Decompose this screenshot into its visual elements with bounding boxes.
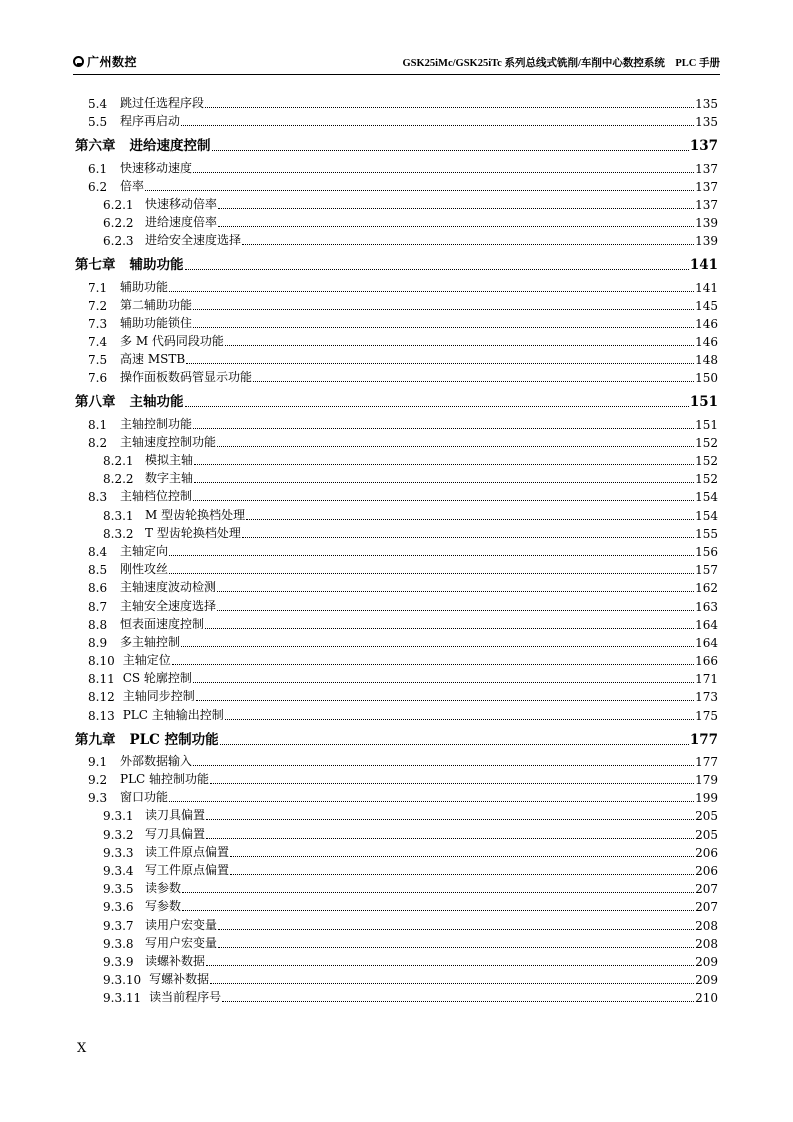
dot-leader [182,910,694,911]
toc-entry-page: 207 [695,900,718,915]
toc-entry[interactable] [75,111,718,129]
dot-leader [222,1001,694,1002]
toc-entry-title: 进给速度倍率 [145,215,218,230]
toc-entry[interactable] [75,878,718,896]
dot-leader [145,190,694,191]
toc-entry-page: 145 [695,298,718,313]
toc-entry-page: 179 [695,773,718,787]
dot-leader [225,345,694,346]
toc-entry-title: 写用户宏变量 [145,935,218,950]
toc-entry-page: 156 [695,544,718,559]
toc-entry-page: 208 [695,936,718,951]
toc-entry-number: 6.2 [88,179,108,194]
toc-entry-number: 6.2.2 [103,216,134,231]
toc-entry-title: 多主轴控制 [120,634,181,649]
dot-leader [230,874,694,875]
toc-entry-page: 154 [695,490,718,505]
toc-entry[interactable] [75,432,718,450]
toc-entry[interactable] [75,951,718,969]
toc-entry[interactable] [75,176,718,194]
dot-leader [169,555,694,556]
toc-entry-number: 9.3 [88,791,108,806]
toc-entry-number: 9.3.5 [103,882,134,897]
toc-entry-page: 164 [695,635,718,650]
dot-leader [253,381,694,382]
toc-entry-number: 第九章 [75,731,116,748]
dot-leader [205,107,694,108]
toc-entry[interactable] [75,523,718,541]
dot-leader [193,309,694,310]
toc-entry-number: 第六章 [75,138,116,155]
toc-entry-number: 7.3 [88,316,108,331]
toc-entry-title: 主轴定向 [120,543,169,558]
toc-chapter-entry[interactable] [75,133,718,154]
toc-entry[interactable] [75,614,718,632]
toc-entry-number: 6.2.1 [103,197,134,212]
toc-entry-title: T 型齿轮换档处理 [145,525,241,540]
dot-leader [193,172,694,173]
toc-entry-number: 7.4 [88,335,108,350]
toc-entry-number: 8.13 [88,708,115,723]
toc-entry-number: 8.10 [88,654,115,669]
dot-leader [210,983,694,984]
toc-entry-number: 5.4 [88,97,108,112]
toc-entry-page: 151 [689,394,718,411]
table-of-contents [75,93,718,1005]
toc-entry-number: 9.3.8 [103,936,134,951]
toc-entry-title: 写工件原点偏置 [145,862,230,877]
toc-entry-page: 166 [695,654,718,669]
toc-entry[interactable] [75,668,718,686]
toc-entry[interactable] [75,577,718,595]
toc-entry-number: 7.5 [88,353,108,368]
toc-entry-title: 刚性攻丝 [120,562,169,577]
toc-entry-page: 177 [695,754,718,769]
toc-entry-number: 第八章 [75,394,116,411]
toc-entry[interactable] [75,468,718,486]
dot-leader [220,744,689,745]
dot-leader [169,291,694,292]
toc-entry-page: 137 [695,197,718,212]
toc-entry-page: 208 [695,918,718,933]
toc-entry-number: 8.1 [88,417,108,432]
toc-entry-title: CS 轮廓控制 [122,671,192,686]
toc-entry[interactable] [75,559,718,577]
toc-entry[interactable] [75,686,718,704]
toc-entry-number: 9.3.11 [103,991,142,1006]
toc-entry-page: 152 [695,472,718,487]
toc-entry[interactable] [75,969,718,987]
dot-leader [217,610,694,611]
toc-entry-title: 外部数据输入 [120,753,193,768]
toc-chapter-entry[interactable] [75,252,718,273]
toc-entry-number: 8.3 [88,490,108,505]
toc-entry-title: 程序再启动 [120,114,181,129]
toc-entry[interactable] [75,896,718,914]
toc-entry-page: 137 [695,179,718,194]
toc-chapter-entry[interactable] [75,389,718,410]
toc-entry-page: 139 [695,216,718,231]
toc-entry-title: PLC 主轴输出控制 [122,707,224,722]
dot-leader [218,226,694,227]
dot-leader [193,682,694,683]
dot-leader [218,208,694,209]
toc-entry-page: 207 [695,882,718,897]
toc-entry-title: 主轴档位控制 [120,489,193,504]
dot-leader [210,783,694,784]
toc-entry[interactable] [75,157,718,175]
toc-entry-number: 7.2 [88,298,108,313]
toc-entry-page: 209 [695,973,718,988]
toc-entry-number: 8.5 [88,563,108,578]
toc-entry-page: 175 [695,708,718,723]
toc-entry-title: 读螺补数据 [145,953,206,968]
toc-entry-page: 141 [695,280,718,295]
toc-entry-number: 8.3.1 [103,508,134,523]
toc-entry-title: 读当前程序号 [149,990,222,1005]
toc-entry-number: 9.3.9 [103,954,134,969]
toc-entry[interactable] [75,842,718,860]
toc-entry-page: 162 [695,581,718,596]
toc-entry[interactable] [75,823,718,841]
toc-entry-number: 9.3.10 [103,973,142,988]
toc-entry[interactable] [75,987,718,1005]
toc-entry[interactable] [75,349,718,367]
toc-entry-page: 163 [695,599,718,614]
dot-leader [230,856,694,857]
toc-entry-page: 139 [695,234,718,249]
toc-entry-title: 恒表面速度控制 [120,616,205,631]
toc-entry-number: 8.12 [88,690,115,705]
logo-text: 广州数控 [87,55,138,69]
toc-entry[interactable] [75,860,718,878]
dot-leader [205,628,694,629]
toc-entry-page: 151 [695,417,718,432]
dot-leader [194,464,694,465]
toc-entry-title: 多 M 代码同段功能 [120,334,224,349]
dot-leader [193,327,694,328]
toc-entry-title: 进给安全速度选择 [145,233,242,248]
toc-entry[interactable] [75,541,718,559]
toc-entry-page: 171 [695,672,718,687]
toc-entry-page: 152 [695,435,718,450]
toc-entry-page: 146 [695,316,718,331]
toc-entry[interactable] [75,769,718,787]
toc-entry-title: 辅助功能 [129,257,184,274]
toc-entry[interactable] [75,295,718,313]
toc-entry-page: 137 [695,161,718,176]
dot-leader [193,500,694,501]
toc-entry-page: 164 [695,617,718,632]
dot-leader [218,929,694,930]
toc-entry[interactable] [75,914,718,932]
toc-entry-title: 读用户宏变量 [145,917,218,932]
toc-entry-title: 写螺补数据 [149,972,210,987]
dot-leader [181,646,694,647]
dot-leader [169,573,694,574]
toc-entry-page: 173 [695,690,718,705]
toc-entry-page: 154 [695,508,718,523]
toc-entry[interactable] [75,413,718,431]
dot-leader [217,446,694,447]
toc-entry-number: 9.3.6 [103,900,134,915]
toc-entry-title: 读参数 [145,881,182,896]
toc-entry-number: 9.2 [88,773,108,787]
dot-leader [246,519,694,520]
dot-leader [225,719,694,720]
dot-leader [169,801,694,802]
logo-icon [73,56,84,67]
dot-leader [181,125,694,126]
dot-leader [182,892,694,893]
toc-entry-page: 150 [695,371,718,386]
toc-entry[interactable] [75,93,718,111]
toc-entry-title: M 型齿轮换档处理 [145,507,246,522]
dot-leader [217,591,694,592]
toc-entry-number: 7.1 [88,280,108,295]
toc-entry-title: 主轴控制功能 [120,416,193,431]
toc-entry[interactable] [75,212,718,230]
toc-entry-title: 第二辅助功能 [120,297,193,312]
toc-entry-number: 8.3.2 [103,526,134,541]
toc-entry[interactable] [75,276,718,294]
toc-entry-number: 8.6 [88,581,108,596]
toc-entry-title: 窗口功能 [120,790,169,805]
dot-leader [194,482,694,483]
dot-leader [185,406,689,407]
toc-entry-page: 155 [695,526,718,541]
toc-entry-title: 主轴速度控制功能 [120,434,217,449]
toc-entry[interactable] [75,194,718,212]
toc-entry[interactable] [75,751,718,769]
page-header [73,50,720,75]
toc-entry-title: 数字主轴 [145,471,194,486]
toc-entry-title: 主轴功能 [129,394,184,411]
toc-entry-title: 倍率 [120,178,145,193]
dot-leader [242,537,694,538]
toc-entry-page: 135 [695,115,718,130]
toc-entry-title: 主轴同步控制 [122,689,195,704]
toc-entry-number: 9.3.3 [103,845,134,860]
toc-entry-title: 高速 MSTB [120,352,186,367]
toc-entry-page: 199 [695,791,718,806]
toc-entry-number: 8.7 [88,599,108,614]
toc-entry-title: 主轴定位 [122,653,171,668]
toc-entry-page: 210 [695,991,718,1006]
toc-entry-title: 快速移动倍率 [145,196,218,211]
dot-leader [206,819,694,820]
toc-entry-page: 206 [695,863,718,878]
toc-entry-page: 205 [695,827,718,842]
toc-entry[interactable] [75,313,718,331]
toc-entry-number: 9.3.7 [103,918,134,933]
dot-leader [193,765,694,766]
company-logo [73,53,137,70]
toc-entry-page: 152 [695,454,718,468]
toc-entry[interactable] [75,367,718,385]
toc-entry-title: 辅助功能 [120,279,169,294]
toc-entry[interactable] [75,704,718,722]
toc-entry-title: 模拟主轴 [145,453,194,467]
dot-leader [206,838,694,839]
toc-entry-page: 206 [695,845,718,860]
toc-entry[interactable] [75,933,718,951]
toc-entry-title: 主轴安全速度选择 [120,598,217,613]
toc-entry-number: 9.3.4 [103,863,134,878]
toc-entry[interactable] [75,504,718,522]
toc-entry-title: 跳过任选程序段 [120,96,205,111]
toc-entry[interactable] [75,331,718,349]
toc-entry-page: 157 [695,563,718,578]
document-title: GSK25iMc/GSK25iTc 系列总线式铣削/车削中心数控系统 PLC 手册 [402,58,720,69]
page-number: X [77,1041,87,1056]
toc-entry-number: 6.1 [88,161,108,176]
toc-entry-number: 9.1 [88,754,108,769]
toc-entry-number: 8.2.2 [103,472,134,487]
toc-entry-number: 8.9 [88,635,108,650]
toc-entry-title: 读刀具偏置 [145,808,206,823]
dot-leader [242,244,694,245]
toc-entry-number: 9.3.2 [103,827,134,842]
toc-entry-number: 9.3.1 [103,809,134,824]
dot-leader [185,269,689,270]
dot-leader [196,700,694,701]
toc-entry-page: 135 [695,97,718,112]
toc-chapter-entry[interactable] [75,727,718,748]
dot-leader [172,664,694,665]
toc-entry-number: 7.6 [88,371,108,386]
toc-entry-title: PLC 控制功能 [129,731,219,748]
toc-entry-page: 177 [689,731,718,748]
dot-leader [193,428,694,429]
toc-entry-page: 205 [695,809,718,824]
toc-entry-number: 8.4 [88,544,108,559]
toc-entry-number: 第七章 [75,257,116,274]
toc-entry-title: 辅助功能锁住 [120,315,193,330]
toc-entry-title: 进给速度控制 [129,138,211,155]
toc-entry-number: 5.5 [88,115,108,130]
toc-entry-page: 209 [695,954,718,969]
dot-leader [212,150,689,151]
dot-leader [186,363,694,364]
toc-entry-page: 141 [689,257,718,274]
toc-entry[interactable] [75,805,718,823]
toc-entry[interactable] [75,450,718,468]
toc-entry-number: 8.11 [88,672,115,687]
toc-entry[interactable] [75,230,718,248]
toc-entry[interactable] [75,632,718,650]
toc-entry-number: 6.2.3 [103,234,134,249]
dot-leader [218,947,694,948]
toc-entry-title: 写刀具偏置 [145,826,206,841]
dot-leader [206,965,694,966]
toc-entry[interactable] [75,650,718,668]
toc-entry[interactable] [75,787,718,805]
toc-entry-title: PLC 轴控制功能 [120,772,210,786]
toc-entry-title: 写参数 [145,899,182,914]
toc-entry-title: 操作面板数码管显示功能 [120,370,253,385]
toc-entry-page: 148 [695,353,718,368]
toc-entry-number: 8.2.1 [103,454,134,468]
toc-entry-page: 137 [689,138,718,155]
toc-entry[interactable] [75,486,718,504]
toc-entry-title: 读工件原点偏置 [145,844,230,859]
toc-entry-title: 主轴速度波动检测 [120,580,217,595]
toc-entry-number: 8.2 [88,435,108,450]
toc-entry[interactable] [75,595,718,613]
toc-entry-title: 快速移动速度 [120,160,193,175]
toc-entry-number: 8.8 [88,617,108,632]
toc-entry-page: 146 [695,335,718,350]
